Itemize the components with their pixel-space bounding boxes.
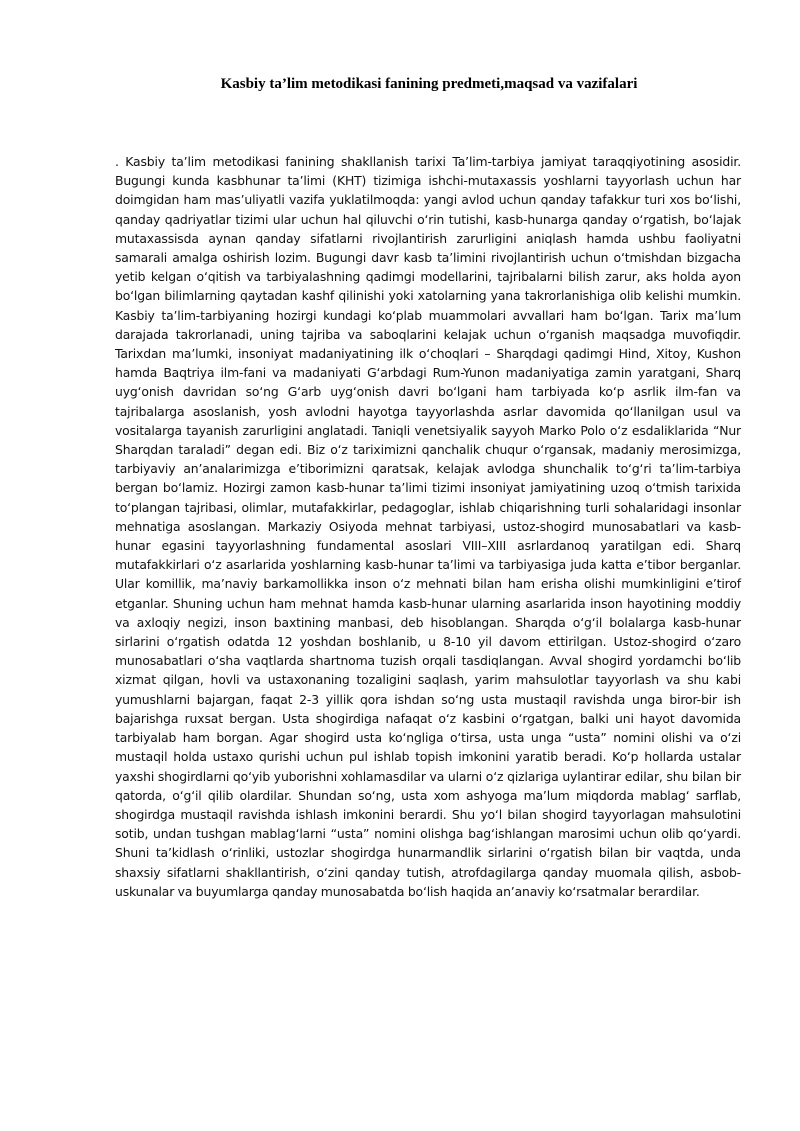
document-title: Kasbiy ta’lim metodikasi fanining predmeti,maqsad va vazifalari	[220, 76, 638, 92]
body-paragraph: . Kasbiy ta’lim metodikasi fanining shakllanish tarixi Ta’lim-tarbiya jamiyat taraqqiyotining asosidir. Bugungi kunda kasbhunar ta’limi (KHT) tizimiga ishchi-mutaxassis yoshlarni tayyorlash uchun har doimgidan ham mas’uliyatli vazifa yuklatilmoqda: yangi avlod uchun qanday tafakkur turi xos bo‘lishi, qanday qadriyatlar tizimi ular uchun hal qiluvchi o‘rin tutishi, kasb-hunarga qanday o‘rgatish, bo‘lajak mutaxassisda aynan qanday sifatlarni rivojlantirish zarurligini aniqlash hamda ushbu faoliyatni samarali amalga oshirish lozim. Bugungi davr kasb ta’limini rivojlantirish uchun o‘tmishdan bizgacha yetib kelgan o‘qitish va tarbiyalashning qadimgi modellarini, tajribalarni bilish zarur, aks holda ayon bo‘lgan bilimlarning qaytadan kashf qilinishi yoki xatolarning yana takrorlanishiga olib kelishi mumkin. Kasbiy ta’lim-tarbiyaning hozirgi kundagi ko‘plab muammolari avvallari ham bo‘lgan. Tarix ma’lum darajada takrorlanadi, uning tajriba va saboqlarini kelajak uchun o‘rganish maqsadga muvofiqdir. Tarixdan ma’lumki, insoniyat madaniyatining ilk o‘choqlari – Sharqdagi qadimgi Hind, Xitoy, Kushon hamda Baqtriya ilm-fani va madaniyati G‘arbdagi Rum-Yunon madaniyatiga zamin yaratgani, Sharq uyg‘onish davridan so‘ng G‘arb uyg‘onish davri bo‘lgani ham tarbiyada ko‘p asrlik ilm-fan va tajribalarga asoslanish, yosh avlodni hayotga tayyorlashda asrlar davomida qo‘llanilgan usul va vositalarga tayanish zarurligini anglatadi. Taniqli venetsiyalik sayyoh Marko Polo o‘z esdaliklarida “Nur Sharqdan taraladi” degan edi. Biz o‘z tariximizni qanchalik chuqur o‘rgansak, madaniy merosimizga, tarbiyaviy an’analarimizga e’tiborimizni qaratsak, kelajak avlodga shunchalik to‘g‘ri ta’lim-tarbiya bergan bo‘lamiz. Hozirgi zamon kasb-hunar ta’limi tizimi insoniyat jamiyatining uzoq o‘tmish tarixida to‘plangan tajribasi, olimlar, mutafakkirlar, pedagoglar, ishlab chiqarishning turli sohalaridagi insonlar mehnatiga asoslangan. Markaziy Osiyoda mehnat tarbiyasi, ustoz-shogird munosabatlari va kasb-hunar egasini tayyorlashning fundamental asoslari VIII–XIII asrlardanoq yaratilgan edi. Sharq mutafakkirlari o‘z asarlarida yoshlarning kasb-hunar ta’limi va tarbiyasiga juda katta e’tibor berganlar. Ular komillik, ma’naviy barkamollikka inson o‘z mehnati bilan ham erisha olishi mumkinligini e’tirof etganlar. Shuning uchun ham mehnat hamda kasb-hunar ularning asarlarida inson hayotining moddiy va axloqiy negizi, inson baxtining manbasi, deb hisoblangan. Sharqda o‘g‘il bolalarga kasb-hunar sirlarini o‘rgatish odatda 12 yoshdan boshlanib, u 8-10 yil davom ettirilgan. Ustoz-shogird o‘zaro munosabatlari o‘sha vaqtlarda shartnoma tuzish orqali tasdiqlangan. Avval shogird yordamchi bo‘lib xizmat qilgan, hovli va ustaxonaning tozaligini saqlash, yarim mahsulotlar tayyorlash va shu kabi yumushlarni bajargan, faqat 2-3 yillik qora ishdan so‘ng usta mustaqil ravishda unga biror-bir ish bajarishga ruxsat bergan. Usta shogirdiga nafaqat o‘z kasbini o‘rgatgan, balki uni hayot davomida tarbiyalab ham borgan. Agar shogird usta ko‘ngliga o‘tirsa, usta unga “usta” nomini olishi va o‘zi mustaqil holda ustaxo qurishi uchun pul ishlab topish imkonini yaratib beradi. Ko‘p hollarda ustalar yaxshi shogirdlarni qo‘yib yuborishni xohlamasdilar va ularni o‘z qizlariga uylantirar edilar, shu bilan bir qatorda, o‘g‘il qilib olardilar. Shundan so‘ng, usta xom ashyoga ma’lum miqdorda mablag‘ sarflab, shogirdga mustaqil ravishda ishlash imkonini berardi. Shu yo‘l bilan shogird tayyorlagan mahsulotini sotib, undan tushgan mablag‘larni “usta” nomini olishga bag‘ishlangan marosimi uchun olib qo‘yardi. Shuni ta’kidlash o‘rinliki, ustozlar shogirdga hunarmandlik sirlarini o‘rgatish bilan bir vaqtda, unda shaxsiy sifatlarni shakllantirish, o‘zini qanday tutish, atrofdagilarga qanday muomala qilish, asbob-uskunalar va buyumlarga qanday munosabatda bo‘lish haqida an’anaviy ko‘rsatmalar berardilar.	[115, 154, 741, 899]
